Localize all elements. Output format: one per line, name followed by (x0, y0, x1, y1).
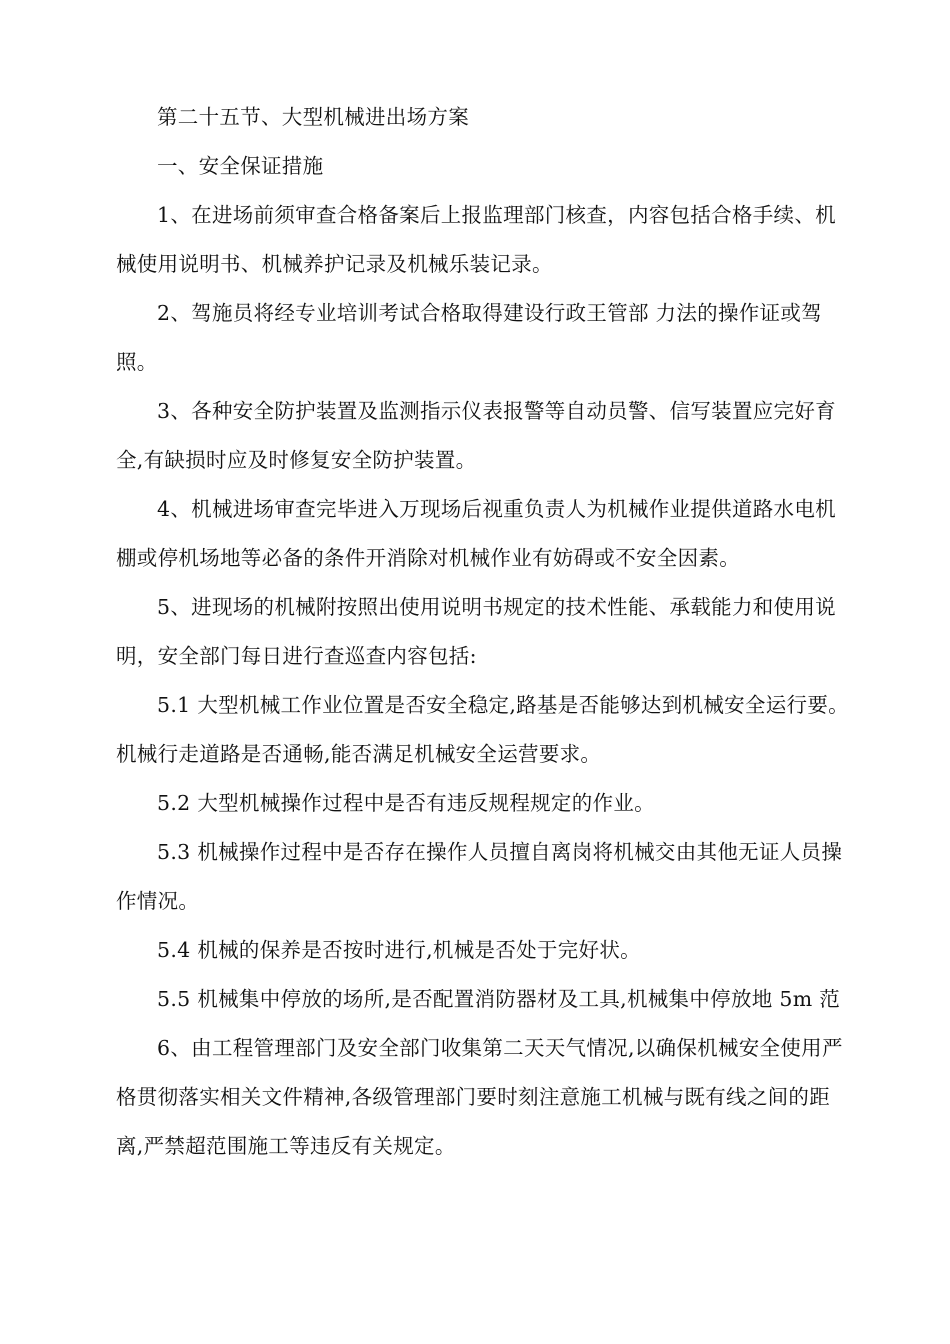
paragraph-5-1: 5.1 大型机械工作业位置是否安全稳定,路基是否能够达到机械安全运行要。机械行走道路是否通畅,能否满足机械安全运营要求。 (116, 693, 849, 766)
paragraph-4: 4、机械进场审查完毕进入万现场后视重负责人为机械作业提供道路水电机棚或停机场地等必备的条件开消除对机械作业有妨碍或不安全因素。 (116, 497, 836, 570)
paragraph-5-5: 5.5 机械集中停放的场所,是否配置消防器材及工具,机械集中停放地 5m 范 (157, 987, 841, 1011)
document-title: 第二十五节、大型机械进出场方案 (157, 105, 469, 129)
paragraph-5-3: 5.3 机械操作过程中是否存在操作人员擅自离岗将机械交由其他无证人员操作情况。 (116, 840, 843, 913)
paragraph-3: 3、各种安全防护装置及监测指示仪表报警等自动员警、信写装置应完好育全,有缺损时应及时修复安全防护装置。 (116, 399, 836, 472)
section-heading: 一、安全保证措施 (157, 154, 324, 178)
paragraph-2: 2、驾施员将经专业培训考试合格取得建设行政王管部 力法的操作证或驾照。 (116, 301, 822, 374)
paragraph-5-2: 5.2 大型机械操作过程中是否有违反规程规定的作业。 (157, 791, 655, 815)
paragraph-6: 6、由工程管理部门及安全部门收集第二天天气情况,以确保机械安全使用严格贯彻落实相关文件精神,各级管理部门要时刻注意施工机械与既有线之间的距离,严禁超范围施工等违反有关规定。 (116, 1036, 843, 1158)
paragraph-5-4: 5.4 机械的保养是否按时进行,机械是否处于完好状。 (157, 938, 641, 962)
document-body (116, 93, 856, 1171)
paragraph-5: 5、进现场的机械附按照出使用说明书规定的技术性能、承载能力和使用说明，安全部门每日进行查巡查内容包括: (116, 595, 836, 668)
paragraph-1: 1、在进场前须审查合格备案后上报监理部门核查，内容包括合格手续、机械使用说明书、机械养护记录及机械乐装记录。 (116, 203, 836, 276)
